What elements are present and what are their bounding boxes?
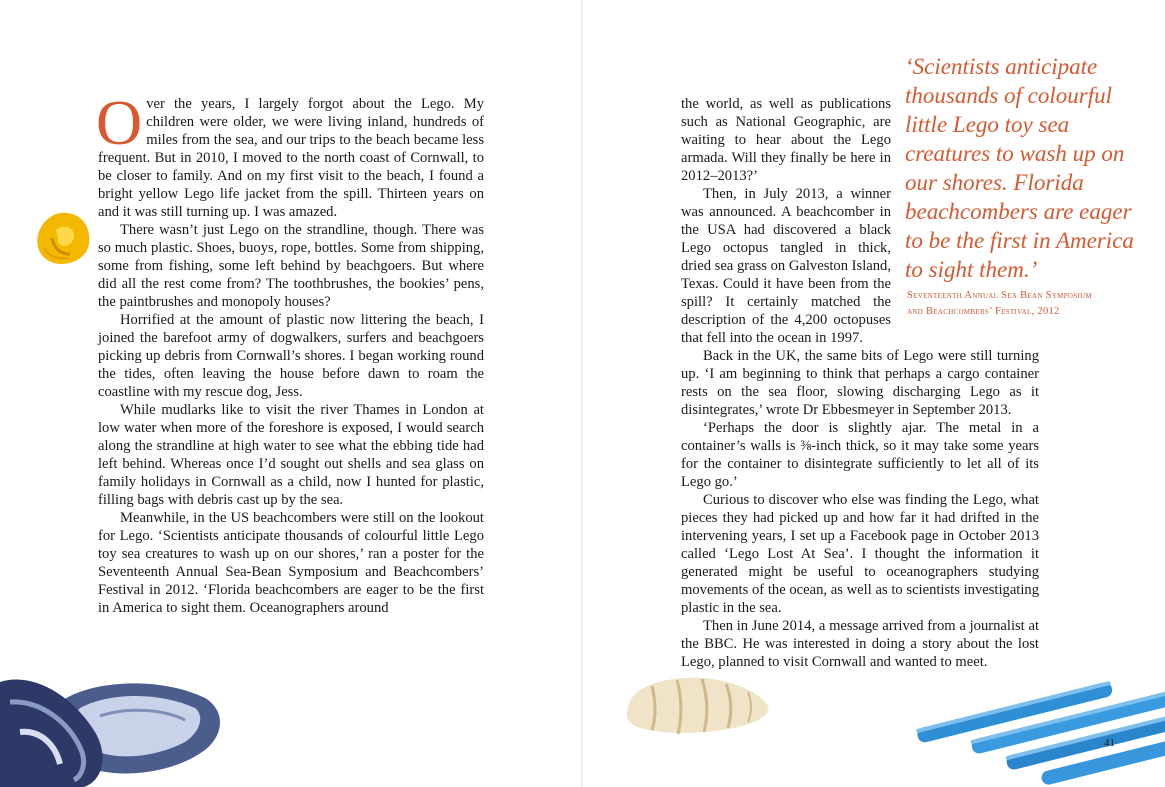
drop-cap: O xyxy=(96,87,143,158)
left-paragraph-2: There wasn’t just Lego on the strandline, though. There was so much plastic. Shoes, buoys, rope, bottles. Some from shipping, some from fishing, some left behind by beachgoers. But where did all the rest come from? The toothbrushes, the bookies’ pens, the paintbrushes and monopoly houses? xyxy=(98,222,484,310)
right-paragraph-5: Curious to discover who else was finding the Lego, what pieces they had picked up and how far it had drifted in the intervening years, I set up a Facebook page in October 2013 called ‘Lego Lost At Sea’. I thought the information it generated might be useful to oceanographers studying movements of the ocean, as well as to scientists investigating plastic in the sea. xyxy=(681,492,1039,616)
blue-pens-icon xyxy=(908,660,1165,787)
pull-quote: ‘Scientists anticipate thousands of colourful little Lego toy sea creatures to wash up on our shores. Florida beachcombers are eager to be the first in America to sight them.’ xyxy=(905,54,1134,282)
right-paragraph-1: the world, as well as publications such as National Geographic, are waiting to hear about the Lego armada. Will they finally be here in 2012–2013?’ xyxy=(681,96,891,184)
left-paragraph-1-text: ver the years, I largely forgot about the Lego. My children were older, we were living inland, hundreds of miles from the sea, and our trips to the beach became less frequent. But in 2010, I moved to the north coast of Cornwall, to be closer to family. And on my first visit to the beach, I found a bright yellow Lego life jacket from the spill. Thirteen years on and it was still turning up. I was amazed. xyxy=(98,96,484,220)
left-page-text xyxy=(96,87,484,617)
right-paragraph-2: Then, in July 2013, a winner was announced. A beachcomber in the USA had discovered a black Lego octopus tangled in thick, dried sea grass on Galveston Island, Texas. Could it have been from the spill? It certainly matched the description of the 4,200 octopuses that fell into the ocean in 1997. xyxy=(681,186,891,346)
right-paragraph-4: ‘Perhaps the door is slightly ajar. The metal in a container’s walls is ⅜-inch thick, so it may take some years for the container to disintegrate sufficiently to let all of its Lego go.’ xyxy=(681,420,1039,490)
spiral-shell-icon xyxy=(622,668,772,740)
left-paragraph-5: Meanwhile, in the US beachcombers were still on the lookout for Lego. ‘Scientists anticipate thousands of colourful little Lego toy sea creatures to wash up on our shores,’ ran a poster for the Seventeenth Annual Sea-Bean Symposium and Beachcombers’ Festival in 2012. ‘Florida beachcombers are eager to be the first in America to sight them. Oceanographers around xyxy=(98,510,484,616)
yellow-lego-life-jacket-icon xyxy=(30,208,98,270)
right-page-text xyxy=(681,95,1039,671)
right-paragraph-6: Then in June 2014, a message arrived from a journalist at the BBC. He was interested in doing a story about the lost Lego, planned to visit Cornwall and wanted to meet. xyxy=(681,618,1039,670)
quote-source-line-2: and Beachcombers’ Festival, 2012 xyxy=(907,306,1060,317)
quote-source-line-1: Seventeenth Annual Sea Bean Symposium xyxy=(907,290,1092,301)
page-gutter xyxy=(581,0,583,787)
mussel-shells-icon xyxy=(0,672,230,787)
left-paragraph-4: While mudlarks like to visit the river Thames in London at low water when more of the foreshore is exposed, I would search along the strandline at high water to see what the ebbing tide had left behind. Whereas once I’d sought out shells and sea glass on family holidays in Cornwall as a child, now I hunted for plastic, filling bags with debris cast up by the sea. xyxy=(98,402,484,508)
right-paragraph-3: Back in the UK, the same bits of Lego were still turning up. ‘I am beginning to think that perhaps a cargo container rests on the sea floor, slowing discharging Lego as it disintegrates,’ wrote Dr Ebbesmeyer in September 2013. xyxy=(681,348,1039,418)
page-number: 41 xyxy=(1104,737,1115,749)
left-paragraph-1 xyxy=(96,87,484,221)
left-paragraph-3: Horrified at the amount of plastic now littering the beach, I joined the barefoot army of dogwalkers, surfers and beachgoers picking up debris from Cornwall’s shores. I began working round the tides, often leaving the house before dawn to roam the coastline with my rescue dog, Jess. xyxy=(98,312,484,400)
